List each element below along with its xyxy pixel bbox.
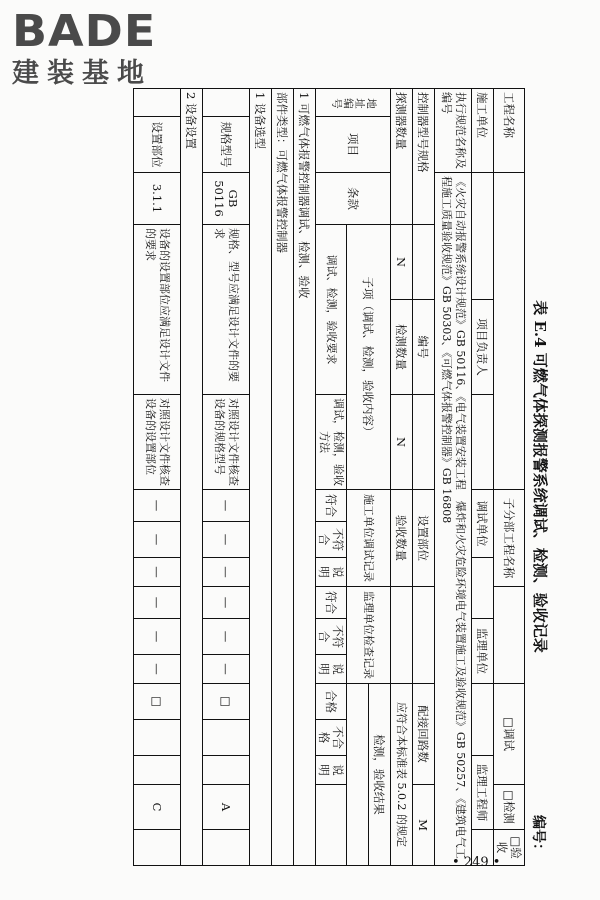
label-install-location: 设置部位 [413,490,435,587]
value-commissioning-unit [472,558,494,619]
row-dash: — [203,522,250,558]
part-type: 部件类型：可燃气体报警控制器 [272,89,294,866]
logo-subtitle: 建装基地 [12,58,152,89]
table-title: 表 E.4 可燃气体探测报警系统调试、检测、验收记录 [531,300,549,653]
value-install-location [413,587,435,684]
value-circuits: M [413,785,435,866]
label-controller-model: 控制器型号规格 [413,89,435,225]
checkbox-detect[interactable]: □检测 [494,785,525,830]
row-dash: — [203,587,250,619]
section-heading: 1 可燃气体报警控制器调试、检测、验收 [294,89,316,866]
row-dash: — [134,558,181,587]
label-detect-qty: 检测数量 [391,300,413,395]
label-supervising-engineer: 监理工程师 [472,756,494,830]
row-clause: 3.1.1 [134,173,181,225]
serial-number-label: 编号： [530,815,546,857]
row-grade: C [134,785,181,830]
acceptance-record-table [133,88,525,866]
table-row [494,89,525,866]
label-conform-1: 符合 [316,490,347,522]
row-dash: — [203,655,250,684]
table-row [413,89,435,866]
value-serial-no [413,395,435,490]
row-dash: — [134,490,181,522]
label-note-1: 说明 [316,558,347,587]
row-checkbox[interactable]: □ [134,684,181,720]
row-clause: GB 50116 [203,173,250,225]
label-requirements: 调试、检测，验收要求 [316,225,347,395]
standards-text: 《火灾自动报警系统设计规范》GB 50116、《电气装置安装工程 爆炸和火灾危险环境电气装置施工及验收规范》GB 50257、《建筑电气工程施工质量验收规范》GB 50303、《可燃气体报警控制器》GB 16808 [435,173,472,866]
label-address-no: 地址编号 [331,97,378,109]
rotated-record-sheet [125,88,555,865]
checkbox-debug[interactable]: □调试 [494,684,525,785]
label-serial-no: 编号 [413,300,435,395]
label-sub-project: 子分部工程名称 [494,490,525,587]
value-sub-project [494,587,525,684]
row-grade: A [203,785,250,830]
row-checkbox[interactable]: □ [203,684,250,720]
table-row [435,89,472,866]
table-row [294,89,316,866]
table-row [134,89,181,866]
table-row [203,89,250,866]
row-dash: — [203,490,250,522]
row-dash: — [134,587,181,619]
label-standards: 执行规范名称及编号 [435,89,472,173]
label-unqualified: 不合格 [316,720,347,756]
label-note-2: 说明 [316,655,347,684]
label-qualified: 合格 [316,684,347,720]
label-project-name: 工程名称 [494,89,525,173]
label-test-accept: 检测，验收结果 [369,684,391,866]
label-sub-item: 子项（调试、检测，验收内容） [347,225,391,490]
page-number: • 249 • [452,855,501,870]
brand-logo [12,6,172,90]
table-header-row [369,89,391,866]
table-row [181,89,203,866]
value-project-name [494,173,525,490]
row-item: 规格型号 [203,117,250,173]
subsection-heading: 1 设备选型 [250,89,272,866]
row-method: 对照设计文件核查设备的规格型号 [203,395,250,490]
value-detector-count: N [391,225,413,300]
table-row [472,89,494,866]
value-project-leader [472,395,494,490]
row-dash: — [203,619,250,655]
label-methods: 调试，检测，验收方法 [316,395,347,490]
row-requirement: 设备的设置部位应满足设计文件的要求 [134,225,181,395]
label-project-leader: 项目负责人 [472,300,494,395]
label-circuits: 配接回路数 [413,684,435,785]
should-comply-text: 应符合本标准表 5.0.2 的规定 [391,684,413,866]
row-item: 设置部位 [134,117,181,173]
label-clause: 条款 [316,173,391,225]
checkbox-accept[interactable]: □验收 [494,830,525,866]
label-supervision-unit: 监理单位 [472,619,494,684]
row-dash: — [134,619,181,655]
logo-wordmark: BADE [12,5,157,57]
value-accept-qty [391,587,413,684]
label-conform-2: 符合 [316,587,347,619]
label-nonconform-1: 不符合 [316,522,347,558]
row-dash: — [134,655,181,684]
row-requirement: 规格、型号应满足设计文件的要求 [203,225,250,395]
label-construction-unit: 施工单位 [472,89,494,173]
label-detector-count: 探测器数量 [391,89,413,225]
row-method: 对照设计文件核查设备的设置部位 [134,395,181,490]
label-construction-debug: 施工单位调试记录 [347,490,391,587]
label-commissioning-unit: 调试单位 [472,490,494,558]
label-nonconform-2: 不符合 [316,619,347,655]
row-dash: — [203,558,250,587]
label-item: 项目 [316,117,391,173]
label-note-3: 说明 [316,756,347,785]
row-dash: — [134,522,181,558]
value-construction-unit [472,173,494,300]
value-detect-qty: N [391,395,413,490]
label-supervision-check: 监理单位检查记录 [347,587,391,684]
value-supervision-unit [472,684,494,756]
value-controller-model [413,225,435,300]
table-row [391,89,413,866]
label-accept-qty: 验收数量 [391,490,413,587]
table-row [250,89,272,866]
table-row [272,89,294,866]
subsection-heading: 2 设备设置 [181,89,203,866]
